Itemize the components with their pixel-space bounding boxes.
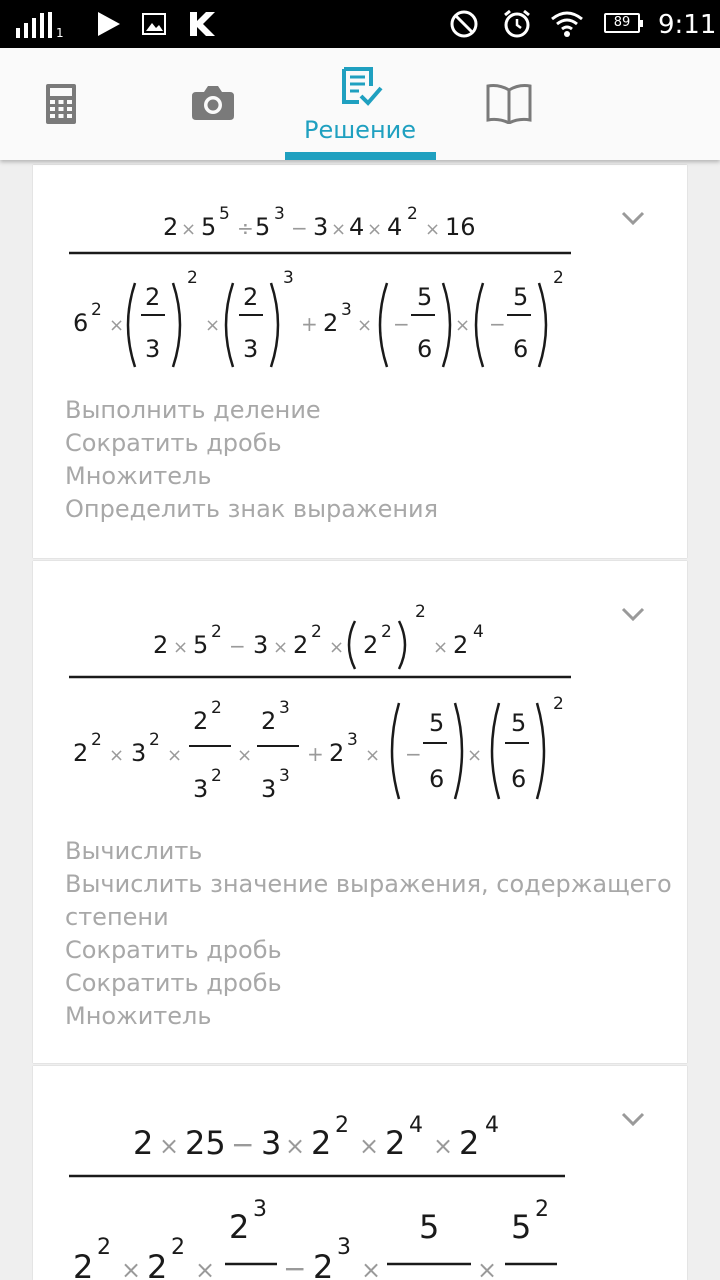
svg-text:6: 6 (429, 765, 445, 793)
svg-text:2: 2 (261, 707, 277, 735)
svg-text:2: 2 (91, 300, 102, 320)
svg-text:5: 5 (201, 213, 217, 241)
svg-text:×: × (433, 1132, 454, 1160)
math-expression (33, 165, 633, 395)
checklist-icon (341, 66, 383, 108)
step-action[interactable]: Вычислить значение выражения, содержащего (65, 870, 672, 898)
svg-text:6: 6 (513, 335, 529, 363)
step-action[interactable]: Сократить дробь (65, 936, 282, 964)
svg-text:×: × (109, 315, 125, 336)
svg-text:2: 2 (91, 730, 102, 750)
svg-text:2: 2 (149, 730, 160, 750)
svg-text:2: 2 (385, 1124, 406, 1162)
wifi-icon (550, 10, 584, 38)
tab-solution-label: Решение (303, 116, 417, 144)
book-icon (486, 82, 532, 124)
svg-text:2: 2 (453, 631, 469, 659)
svg-text:5: 5 (219, 204, 230, 224)
camera-icon (192, 86, 234, 120)
svg-text:3: 3 (193, 775, 209, 803)
svg-text:×: × (173, 637, 189, 658)
battery-icon: 89 (604, 13, 640, 33)
svg-text:2: 2 (459, 1124, 480, 1162)
tab-book[interactable] (460, 48, 560, 160)
svg-text:3: 3 (341, 300, 352, 320)
step-action[interactable]: Множитель (65, 462, 212, 490)
svg-text:3: 3 (253, 631, 269, 659)
svg-text:×: × (433, 637, 449, 658)
tab-bar (0, 48, 720, 160)
image-icon (142, 12, 166, 36)
svg-text:3: 3 (253, 1197, 267, 1222)
svg-text:−: − (489, 312, 506, 336)
svg-text:×: × (285, 1132, 306, 1160)
calculator-icon (46, 84, 76, 124)
svg-text:2: 2 (211, 766, 222, 786)
step-action[interactable]: Вычислить (65, 837, 203, 865)
svg-text:×: × (159, 1132, 180, 1160)
svg-text:2: 2 (311, 622, 322, 642)
svg-text:2: 2 (323, 309, 339, 337)
svg-text:6: 6 (73, 309, 89, 337)
svg-text:5: 5 (255, 213, 271, 241)
signal-icon (16, 12, 56, 38)
step-action[interactable]: Множитель (65, 1002, 212, 1030)
svg-text:2: 2 (329, 739, 345, 767)
svg-text:×: × (167, 745, 183, 766)
svg-text:3: 3 (279, 698, 290, 718)
math-expression (33, 561, 633, 821)
step-action[interactable]: Сократить дробь (65, 969, 282, 997)
svg-text:4: 4 (409, 1113, 423, 1138)
svg-text:×: × (109, 745, 125, 766)
svg-text:−: − (393, 312, 410, 336)
k-app-icon (188, 10, 216, 38)
svg-text:3: 3 (347, 730, 358, 750)
svg-text:2: 2 (171, 1235, 185, 1260)
svg-text:÷: ÷ (237, 216, 254, 240)
tab-solution[interactable] (285, 48, 435, 160)
svg-text:4: 4 (349, 213, 365, 241)
svg-text:2: 2 (211, 698, 222, 718)
svg-text:3: 3 (243, 335, 259, 363)
svg-text:3: 3 (274, 204, 285, 224)
svg-text:2: 2 (535, 1197, 549, 1222)
svg-text:6: 6 (511, 765, 527, 793)
svg-text:×: × (205, 315, 221, 336)
svg-text:−: − (405, 742, 422, 766)
solution-step-card-2 (33, 561, 687, 1063)
svg-text:2: 2 (311, 1124, 332, 1162)
svg-text:2: 2 (133, 1124, 154, 1162)
step-action[interactable]: Определить знак выражения (65, 495, 439, 523)
svg-text:+: + (307, 742, 324, 766)
play-icon (96, 12, 120, 36)
svg-text:×: × (367, 219, 383, 240)
svg-text:3: 3 (145, 335, 161, 363)
svg-text:2: 2 (553, 694, 564, 714)
step-actions-list (65, 835, 672, 1033)
svg-text:×: × (329, 637, 345, 658)
clock: 9:11 (658, 10, 717, 40)
svg-text:3: 3 (261, 775, 277, 803)
status-bar (0, 0, 720, 48)
svg-text:×: × (455, 315, 471, 336)
svg-text:2: 2 (293, 631, 309, 659)
svg-text:3: 3 (261, 1124, 282, 1162)
svg-text:2: 2 (381, 622, 392, 642)
svg-text:3: 3 (279, 766, 290, 786)
svg-text:2: 2 (415, 602, 426, 622)
svg-text:×: × (121, 1256, 142, 1280)
active-tab-indicator (285, 152, 436, 160)
svg-text:2: 2 (553, 268, 564, 288)
svg-text:2: 2 (163, 213, 179, 241)
svg-text:×: × (273, 637, 289, 658)
alarm-icon (502, 9, 532, 39)
svg-text:2: 2 (363, 631, 379, 659)
step-action-continued[interactable]: степени (65, 903, 169, 931)
svg-text:5: 5 (513, 283, 529, 311)
solution-step-card-1 (33, 165, 687, 558)
svg-text:2: 2 (187, 268, 198, 288)
svg-text:×: × (181, 219, 197, 240)
signal-sim-number: 1 (56, 26, 64, 40)
svg-text:×: × (361, 1256, 382, 1280)
svg-text:3: 3 (131, 739, 147, 767)
do-not-disturb-icon (450, 10, 478, 38)
svg-text:−: − (231, 1128, 255, 1161)
svg-text:3: 3 (337, 1235, 351, 1260)
solution-step-card-3 (33, 1066, 687, 1280)
svg-text:4: 4 (387, 213, 403, 241)
svg-text:−: − (283, 1252, 307, 1280)
svg-text:2: 2 (147, 1248, 168, 1280)
svg-text:−: − (291, 216, 308, 240)
svg-text:5: 5 (511, 709, 527, 737)
svg-text:2: 2 (145, 283, 161, 311)
svg-text:3: 3 (283, 268, 294, 288)
svg-text:2: 2 (193, 707, 209, 735)
svg-text:4: 4 (485, 1113, 499, 1138)
svg-text:2: 2 (73, 1248, 94, 1280)
svg-text:5: 5 (419, 1208, 440, 1246)
svg-text:×: × (365, 745, 381, 766)
svg-text:5: 5 (193, 631, 209, 659)
svg-text:2: 2 (335, 1113, 349, 1138)
svg-text:×: × (195, 1256, 216, 1280)
svg-text:2: 2 (153, 631, 169, 659)
svg-text:5: 5 (511, 1208, 532, 1246)
svg-text:×: × (357, 315, 373, 336)
svg-text:2: 2 (313, 1248, 334, 1280)
svg-text:2: 2 (243, 283, 259, 311)
svg-text:×: × (477, 1256, 498, 1280)
step-actions-list (65, 394, 438, 526)
svg-text:×: × (467, 745, 483, 766)
svg-text:3: 3 (313, 213, 329, 241)
svg-text:×: × (359, 1132, 380, 1160)
svg-text:×: × (425, 219, 441, 240)
step-action[interactable]: Сократить дробь (65, 429, 282, 457)
svg-text:5: 5 (429, 709, 445, 737)
tab-camera[interactable] (150, 48, 280, 160)
svg-text:25: 25 (185, 1124, 226, 1162)
svg-text:2: 2 (97, 1235, 111, 1260)
step-action[interactable]: Выполнить деление (65, 396, 321, 424)
svg-text:2: 2 (73, 739, 89, 767)
svg-text:16: 16 (445, 213, 476, 241)
math-expression (33, 1066, 633, 1280)
svg-text:2: 2 (407, 204, 418, 224)
svg-text:2: 2 (211, 622, 222, 642)
tab-calculator[interactable] (0, 48, 120, 160)
svg-text:5: 5 (417, 283, 433, 311)
svg-text:×: × (331, 219, 347, 240)
svg-text:+: + (301, 312, 318, 336)
svg-text:−: − (229, 634, 246, 658)
svg-text:6: 6 (417, 335, 433, 363)
svg-text:2: 2 (229, 1208, 250, 1246)
svg-text:4: 4 (473, 622, 484, 642)
svg-text:×: × (237, 745, 253, 766)
